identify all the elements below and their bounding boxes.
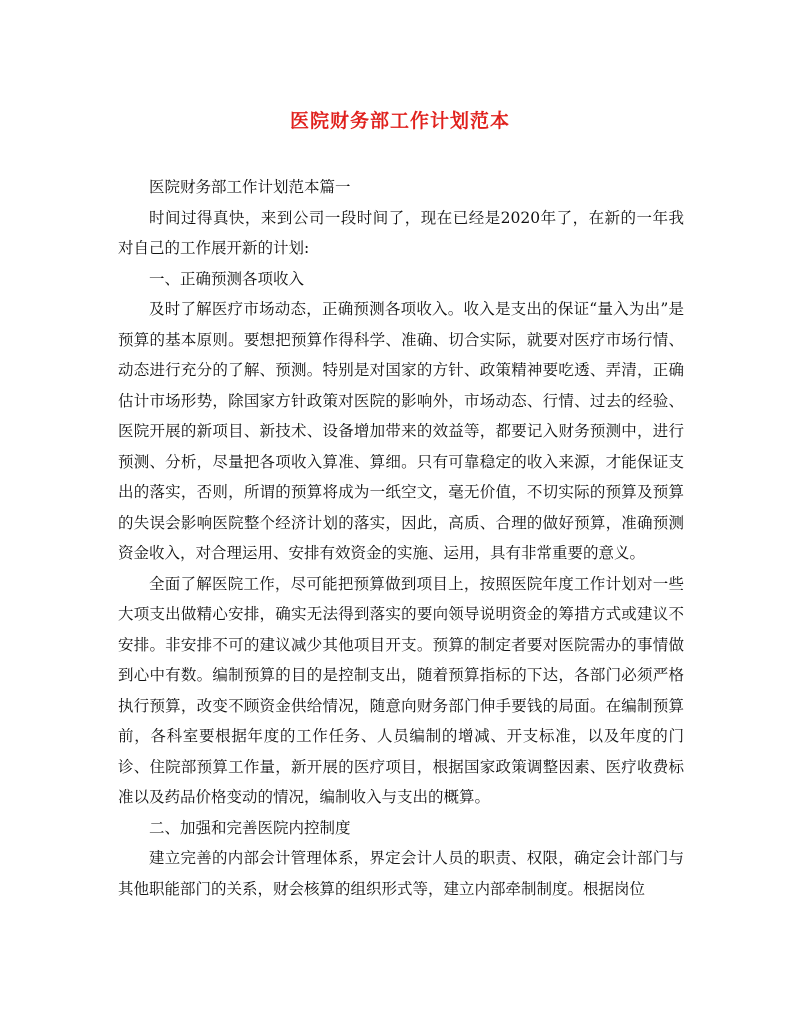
document-body — [118, 172, 684, 904]
paragraph-1: 及时了解医疗市场动态，正确预测各项收入。收入是支出的保证“量入为出”是预算的基本原则。要想把预算作得科学、准确、切合实际，就要对医疗市场行情、动态进行充分的了解、预测。特别是对国家的方针、政策精神要吃透、弄清，正确估计市场形势，除国家方针政策对医院的影响外，市场动态、行情、过去的经验、医院开展的新项目、新技术、设备增加带来的效益等，都要记入财务预测中，进行预测、分析，尽量把各项收入算准、算细。只有可靠稳定的收入来源，才能保证支出的落实，否则，所谓的预算将成为一纸空文，毫无价值，不切实际的预算及预算的失误会影响医院整个经济计划的落实，因此，高质、合理的做好预算，准确预测资金收入，对合理运用、安排有效资金的实施、运用，具有非常重要的意义。 — [118, 300, 684, 562]
paragraph-3: 建立完善的内部会计管理体系，界定会计人员的职责、权限，确定会计部门与其他职能部门的关系，财会核算的组织形式等，建立内部牵制制度。根据岗位 — [118, 849, 684, 898]
section-heading-subtitle: 医院财务部工作计划范本篇一 — [149, 178, 351, 196]
section-heading-1: 一、正确预测各项收入 — [149, 269, 305, 288]
document-title: 医院财务部工作计划范本 — [289, 110, 510, 132]
paragraph-intro: 时间过得真快，来到公司一段时间了，现在已经是2020年了，在新的一年我对自己的工作展开新的计划: — [118, 208, 684, 257]
paragraph-2: 全面了解医院工作，尽可能把预算做到项目上，按照医院年度工作计划对一些大项支出做精心安排，确实无法得到落实的要向领导说明资金的筹措方式或建议不安排。非安排不可的建议减少其他项目开支。预算的制定者要对医院需办的事情做到心中有数。编制预算的目的是控制支出，随着预算指标的下达，各部门必须严格执行预算，改变不顾资金供给情况，随意向财务部门伸手要钱的局面。在编制预算前，各科室要根据年度的工作任务、人员编制的增减、开支标准，以及年度的门诊、住院部预算工作量，新开展的医疗项目，根据国家政策调整因素、医疗收费标准以及药品价格变动的情况，编制收入与支出的概算。 — [118, 574, 684, 806]
section-heading-2: 二、加强和完善医院内控制度 — [149, 818, 351, 837]
